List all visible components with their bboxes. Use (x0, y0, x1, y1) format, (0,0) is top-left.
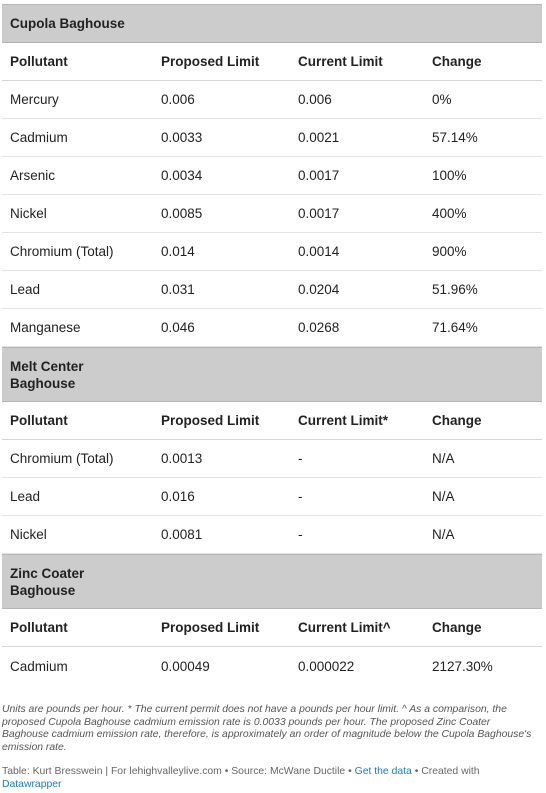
section-header-melt-center-baghouse (2, 347, 542, 402)
cell-current-limit: 0.006 (298, 92, 332, 107)
table-header-row (2, 43, 542, 81)
section-title (10, 358, 84, 392)
cell-change: 2127.30% (432, 658, 493, 674)
cell-pollutant: Nickel (10, 206, 47, 221)
cell-pollutant: Lead (10, 282, 41, 297)
cell-proposed-limit: 0.00049 (161, 658, 210, 674)
cell-proposed-limit: 0.0085 (161, 206, 203, 221)
cell-proposed-limit: 0.016 (161, 489, 195, 504)
column-header-change: Change (432, 413, 482, 428)
cell-current-limit: - (298, 489, 303, 504)
table-header-row (2, 402, 542, 440)
cell-change: 51.96% (432, 282, 478, 297)
cell-proposed-limit: 0.0034 (161, 168, 203, 183)
get-the-data-link[interactable]: Get the data (354, 766, 412, 777)
section-header-cupola-baghouse (2, 4, 542, 43)
table-row (2, 647, 542, 685)
table-row (2, 516, 542, 554)
cell-pollutant: Mercury (10, 92, 59, 107)
cell-current-limit: 0.0017 (298, 168, 340, 183)
cell-current-limit: 0.0268 (298, 320, 340, 335)
credit-text: Table: Kurt Bresswein | For lehighvalleylive.com • Source: McWane Ductile • (2, 766, 355, 777)
cell-change: N/A (432, 489, 455, 504)
table-header-row (2, 609, 542, 647)
cell-pollutant: Manganese (10, 320, 81, 335)
section-title: Cupola Baghouse (10, 16, 125, 31)
cell-current-limit: 0.0204 (298, 282, 340, 297)
column-header-pollutant: Pollutant (10, 413, 68, 428)
column-header-current-limit: Current Limit^ (298, 620, 391, 635)
column-header-pollutant: Pollutant (10, 54, 68, 69)
table-row (2, 157, 542, 195)
section-title-line: Zinc Coater (10, 565, 85, 581)
table-row (2, 309, 542, 347)
cell-pollutant: Chromium (Total) (10, 244, 114, 259)
cell-proposed-limit: 0.031 (161, 282, 195, 297)
cell-current-limit: 0.0017 (298, 206, 340, 221)
table-row (2, 119, 542, 157)
table-row (2, 478, 542, 516)
cell-change: 0% (432, 92, 452, 107)
cell-proposed-limit: 0.0081 (161, 527, 203, 542)
cell-current-limit: 0.000022 (298, 658, 355, 674)
datawrapper-link[interactable]: Datawrapper (2, 779, 62, 790)
section-title-line: Melt Center (10, 358, 84, 374)
table-row (2, 440, 542, 478)
cell-change: N/A (432, 451, 455, 466)
table-row (2, 233, 542, 271)
table-notes: Units are pounds per hour. * The current permit does not have a pounds per hour limit. ^ As a comparison, the proposed Cupola Baghouse cadmium emission rate is 0.0033 pounds per hour. The proposed Zinc Coater Baghouse cadmium emission rate, therefore, is approximately an order of magnitude below the Cupola Baghouse's emission rate. (2, 704, 532, 753)
table-row (2, 195, 542, 233)
cell-pollutant: Nickel (10, 527, 47, 542)
cell-current-limit: - (298, 451, 303, 466)
cell-current-limit: - (298, 527, 303, 542)
cell-proposed-limit: 0.006 (161, 92, 195, 107)
column-header-proposed-limit: Proposed Limit (161, 413, 260, 428)
data-table (2, 4, 542, 685)
column-header-proposed-limit: Proposed Limit (161, 620, 260, 635)
cell-pollutant: Chromium (Total) (10, 451, 114, 466)
cell-change: 400% (432, 206, 467, 221)
cell-pollutant: Lead (10, 489, 41, 504)
column-header-change: Change (432, 54, 482, 69)
column-header-pollutant: Pollutant (10, 620, 68, 635)
table-row (2, 81, 542, 119)
column-header-change: Change (432, 620, 482, 635)
cell-change: 100% (432, 168, 467, 183)
created-with-text: • Created with (411, 766, 480, 777)
cell-change: 900% (432, 244, 467, 259)
table-footer (2, 765, 538, 791)
cell-proposed-limit: 0.014 (161, 244, 195, 259)
section-header-zinc-coater-baghouse (2, 554, 542, 609)
cell-current-limit: 0.0021 (298, 130, 340, 145)
cell-proposed-limit: 0.0033 (161, 130, 203, 145)
cell-pollutant: Cadmium (10, 658, 68, 674)
column-header-current-limit: Current Limit (298, 54, 383, 69)
column-header-current-limit: Current Limit* (298, 413, 389, 428)
cell-change: N/A (432, 527, 455, 542)
cell-pollutant: Arsenic (10, 168, 56, 183)
section-title (10, 565, 84, 599)
section-title-line: Baghouse (10, 375, 76, 391)
column-header-proposed-limit: Proposed Limit (161, 54, 260, 69)
cell-proposed-limit: 0.0013 (161, 451, 203, 466)
cell-change: 71.64% (432, 320, 478, 335)
cell-proposed-limit: 0.046 (161, 320, 195, 335)
section-title-line: Baghouse (10, 582, 76, 598)
cell-change: 57.14% (432, 130, 478, 145)
cell-pollutant: Cadmium (10, 130, 68, 145)
table-row (2, 271, 542, 309)
cell-current-limit: 0.0014 (298, 244, 340, 259)
